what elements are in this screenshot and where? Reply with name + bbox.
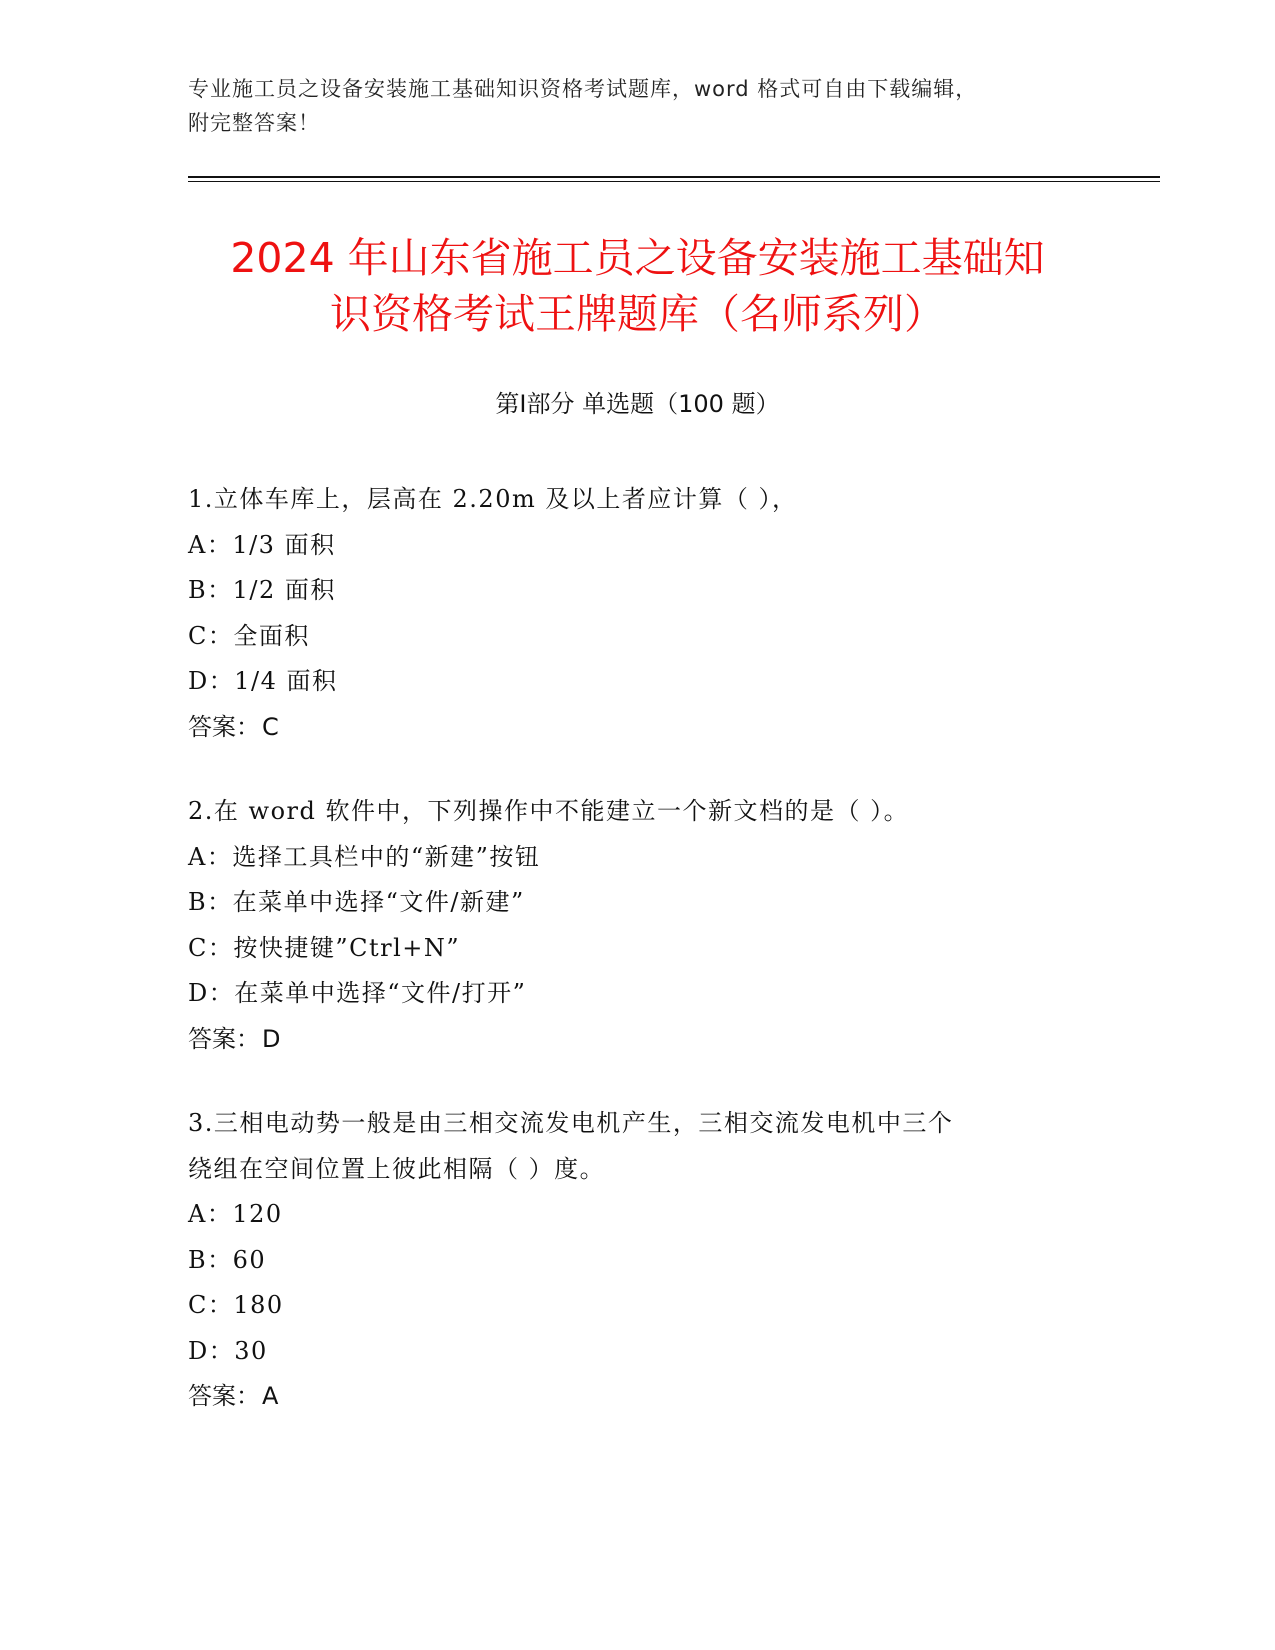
option-a: A：120 <box>188 1200 283 1228</box>
question-2 <box>188 789 1088 1062</box>
title-line-1: 2024 年山东省施工员之设备安装施工基础知 <box>230 234 1045 282</box>
header-note <box>188 72 1088 140</box>
option-c: C：全面积 <box>188 621 310 650</box>
option-b: B：60 <box>188 1245 267 1274</box>
option-b: B：在菜单中选择“文件/新建” <box>188 888 525 916</box>
answer-line <box>188 1017 1088 1063</box>
question-1 <box>188 477 1088 750</box>
question-stem-continued: 绕组在空间位置上彼此相隔（ ）度。 <box>188 1154 606 1183</box>
title-line-2: 识资格考试王牌题库（名师系列） <box>330 290 945 338</box>
header-divider-thick <box>188 176 1160 178</box>
option-a: A：1/3 面积 <box>188 530 336 559</box>
answer-line <box>188 1374 1088 1420</box>
document-title <box>150 230 1125 342</box>
answer-label: 答案： <box>188 1382 260 1410</box>
answer-label: 答案： <box>188 1024 260 1053</box>
answer-value: C <box>262 712 279 741</box>
header-note-line-1: 专业施工员之设备安装施工基础知识资格考试题库，word 格式可自由下载编辑， <box>188 77 978 101</box>
option-c: C：按快捷键”Ctrl+N” <box>188 933 461 962</box>
option-d: D：30 <box>188 1336 268 1365</box>
answer-label: 答案： <box>188 712 260 741</box>
section-heading: 第Ⅰ部分 单选题（100 题） <box>495 390 780 418</box>
option-d: D：1/4 面积 <box>188 667 338 695</box>
header-note-line-2: 附完整答案！ <box>188 111 320 135</box>
question-list <box>188 477 1088 1459</box>
option-c: C：180 <box>188 1291 284 1319</box>
answer-value: D <box>262 1024 281 1053</box>
option-b: B：1/2 面积 <box>188 576 336 604</box>
answer-line <box>188 705 1088 751</box>
answer-value: A <box>262 1382 279 1410</box>
option-d: D：在菜单中选择“文件/打开” <box>188 979 527 1007</box>
option-a: A：选择工具栏中的“新建”按钮 <box>188 842 541 871</box>
question-stem: 1.立体车库上，层高在 2.20m 及以上者应计算（ ）， <box>188 485 798 513</box>
question-stem: 2.在 word 软件中，下列操作中不能建立一个新文档的是（ ）。 <box>188 797 910 825</box>
question-stem: 3.三相电动势一般是由三相交流发电机产生，三相交流发电机中三个 <box>188 1109 954 1137</box>
question-3 <box>188 1101 1088 1420</box>
header-divider-thin <box>188 181 1160 182</box>
